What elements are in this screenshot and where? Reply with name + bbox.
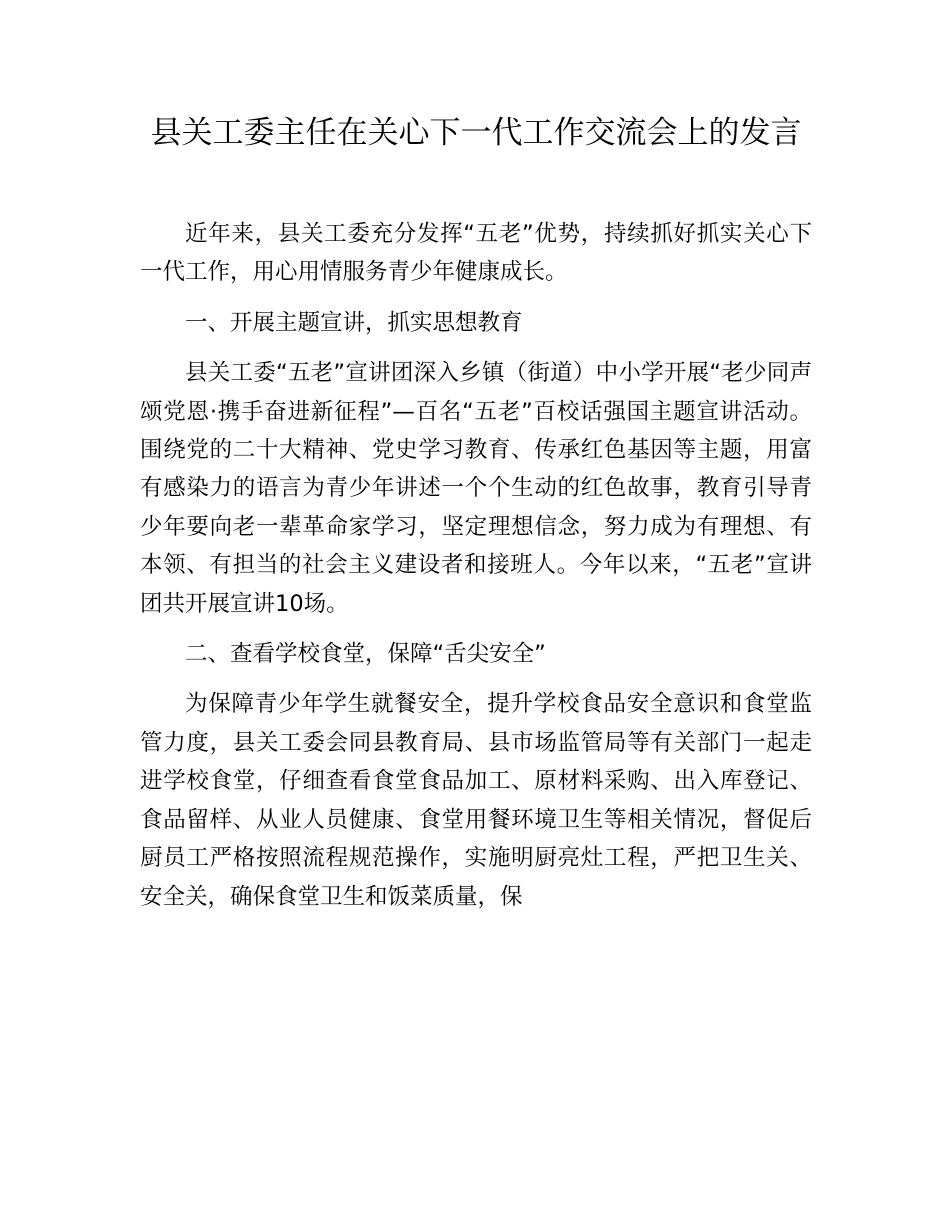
spacer — [140, 342, 812, 354]
section1-heading: 一、开展主题宣讲，抓实思想教育 — [185, 309, 523, 336]
document-title: 县关工委主任在关心下一代工作交流会上的发言 — [150, 115, 802, 151]
section2-heading: 二、查看学校食堂，保障“舌尖安全” — [185, 641, 546, 668]
intro-paragraph: 近年来，县关工委充分发挥“五老”优势，持续抓好抓实关心下一代工作，用心用情服务青少年健康成长。 — [140, 221, 812, 286]
document-body — [140, 215, 812, 916]
spacer — [140, 623, 812, 635]
spacer — [140, 292, 812, 304]
section1-paragraph: 县关工委“五老”宣讲团深入乡镇（街道）中小学开展“老少同声颂党恩·携手奋进新征程”—百名“五老”百校话强国主题宣讲活动。围绕党的二十大精神、党史学习教育、传承红色基因等主题，用富有感染力的语言为青少年讲述一个个生动的红色故事，教育引导青少年要向老一辈革命家学习，坚定理想信念，努力成为有理想、有本领、有担当的社会主义建设者和接班人。今年以来，“五老”宣讲团共开展宣讲10场。 — [140, 360, 812, 617]
section2-paragraph: 为保障青少年学生就餐安全，提升学校食品安全意识和食堂监管力度，县关工委会同县教育局、县市场监管局等有关部门一起走进学校食堂，仔细查看食堂食品加工、原材料采购、出入库登记、食品留样、从业人员健康、食堂用餐环境卫生等相关情况，督促后厨员工严格按照流程规范操作，实施明厨亮灶工程，严把卫生关、安全关，确保食堂卫生和饭菜质量，保 — [140, 691, 812, 910]
spacer — [140, 673, 812, 685]
